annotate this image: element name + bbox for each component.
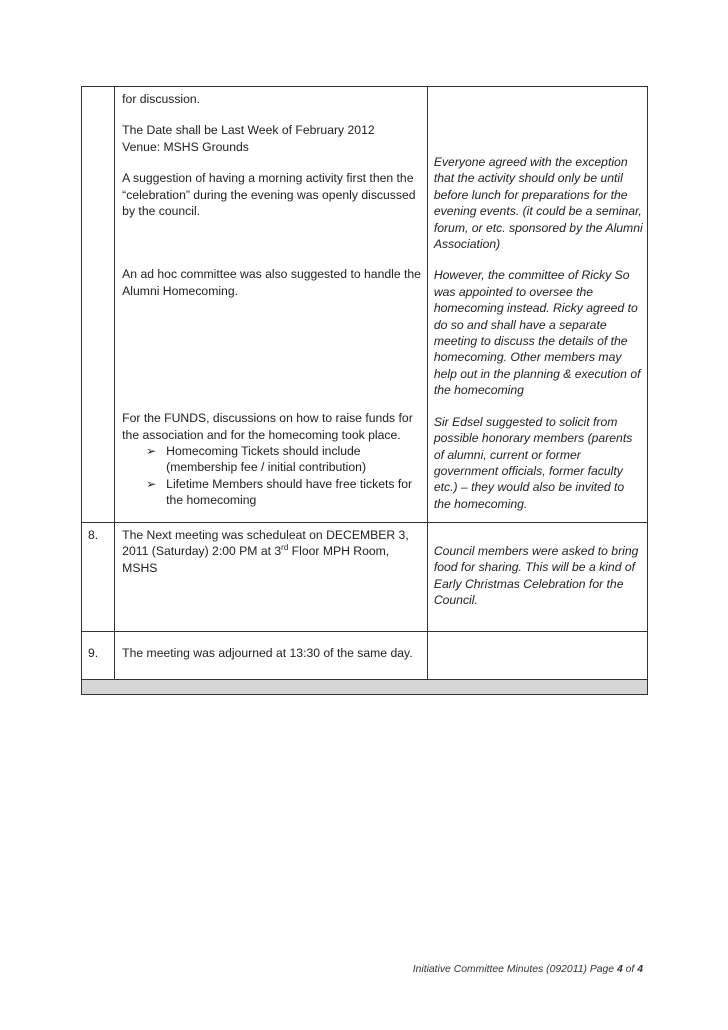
- date-text: The Date shall be Last Week of February 2012: [122, 123, 375, 138]
- minutes-table: [81, 86, 648, 695]
- arrow-bullet-icon: ➢: [146, 476, 157, 491]
- edsel-text: Sir Edsel suggested to solicit from possible honorary members (parents of alumni, current or former government officials, former faculty etc.) – they would also be invited to the homecoming.: [433, 414, 633, 511]
- discussion-cell: [115, 87, 428, 523]
- next-meeting-text: The Next meeting was scheduleat on DECEMBER 3, 2011 (Saturday) 2:00 PM at 3rd Floor MPH Room, MSHS: [122, 528, 409, 575]
- list-item: ➢ Lifetime Members should have free tickets for the homecoming: [142, 476, 423, 509]
- funds-text: For the FUNDS, discussions on how to raise funds for the association and for the homecoming took place.: [122, 411, 413, 442]
- next-meeting-cell: [115, 523, 428, 632]
- row-number-cell: 9.: [82, 632, 115, 680]
- table-closing-row: [82, 680, 648, 695]
- total-page-number: 4: [637, 964, 643, 975]
- adjourned-text: The meeting was adjourned at 13:30 of the same day.: [122, 646, 413, 660]
- suggestion-text: A suggestion of having a morning activity first then the “celebration” during the evening was openly discussed by the council.: [122, 171, 416, 219]
- food-sharing-text: Council members were asked to bring food for sharing. This will be a kind of Early Christmas Celebration for the Council.: [433, 544, 639, 608]
- funds-bullet-list: [122, 443, 423, 509]
- adjourned-cell: [115, 632, 428, 680]
- everyone-agreed-text: Everyone agreed with the exception that the activity should only be until before lunch for preparations for the evening events. (it could be a seminar, forum, or etc. sponsored by the Alumni Association): [433, 155, 643, 252]
- row-number-cell: 8.: [82, 523, 115, 632]
- food-sharing-cell: [427, 523, 647, 632]
- adhoc-text: An ad hoc committee was also suggested to handle the Alumni Homecoming.: [122, 267, 421, 298]
- gray-band: [82, 680, 648, 695]
- outcome-cell: [427, 87, 647, 523]
- table-row-9: [82, 632, 648, 680]
- venue-text: Venue: MSHS Grounds: [122, 139, 249, 154]
- row-number-cell: [82, 87, 115, 523]
- adjourned-remarks-cell: [427, 632, 647, 680]
- table-row-8: [82, 523, 648, 632]
- list-item: ➢ Homecoming Tickets should include (membership fee / initial contribution): [142, 443, 423, 476]
- arrow-bullet-icon: ➢: [146, 444, 157, 459]
- table-row-continued: [82, 87, 648, 523]
- page-footer: Initiative Committee Minutes (092011) Page 4 of 4: [412, 964, 643, 975]
- for-discussion-text: for discussion.: [122, 92, 201, 106]
- however-text: However, the committee of Ricky So was appointed to oversee the homecoming instead. Ricky agreed to do so and shall have a separate meeting to discuss the details of the homecoming. Other members may help out in the planning & execution of the homecoming: [433, 268, 641, 398]
- current-page-number: 4: [616, 964, 623, 975]
